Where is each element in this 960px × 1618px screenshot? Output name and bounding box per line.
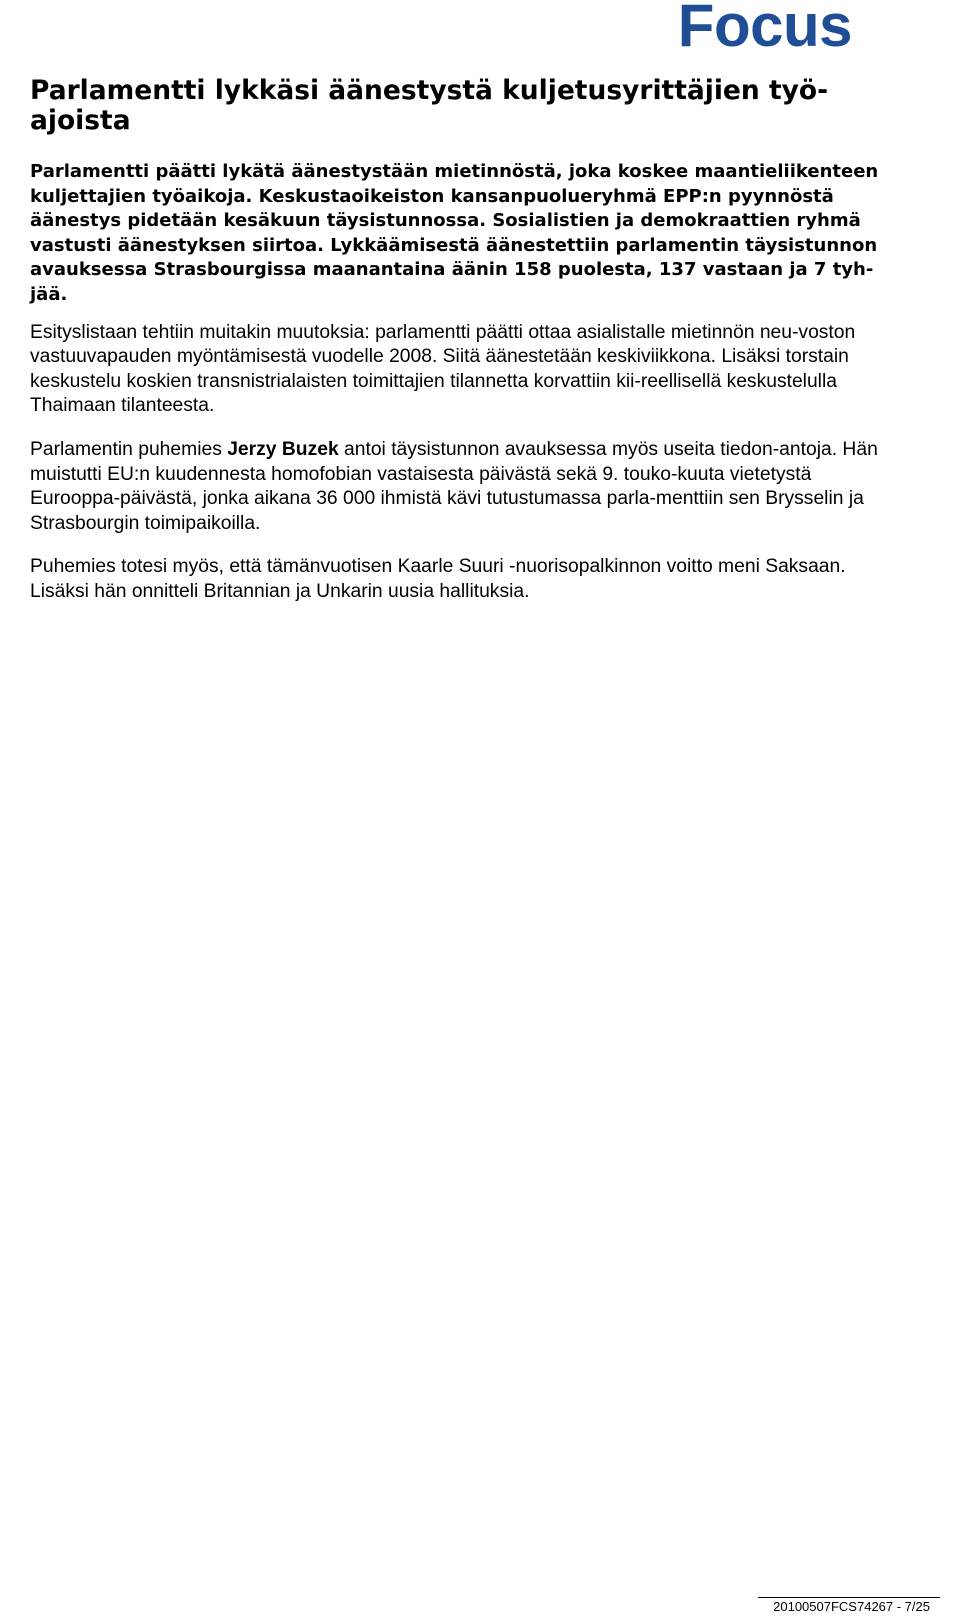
- president-intro-text: Parlamentin puhemies: [30, 438, 228, 460]
- president-name: Jerzy Buzek: [227, 438, 339, 460]
- footer-document-reference: 20100507FCS74267 - 7/25: [773, 1599, 930, 1614]
- article: [30, 76, 910, 624]
- article-lead-paragraph: Parlamentti päätti lykätä äänestystään mietinnöstä, joka koskee maantieliikenteen kuljettajien työaikoja. Keskustaoikeiston kansanpuolueryhmä EPP:n pyynnöstä äänestys pidetään kesäkuun täysistunnossa. Sosialistien ja demokraattien ryhmä vastusti äänestyksen siirtoa. Lykkäämisestä äänestettiin parlamentin täysistunnon avauksessa Strasbourgissa maanantaina äänin 158 puolesta, 137 vastaan ja 7 tyh-jää.: [30, 161, 879, 305]
- focus-brand-title: Focus: [677, 0, 852, 59]
- article-title: Parlamentti lykkäsi äänestystä kuljetusyrittäjien työ-ajoista: [30, 75, 829, 136]
- president-announcements-text: antoi täysistunnon avauksessa myös useita tiedon-antoja. Hän muistutti EU:n kuudennesta homofobian vastaisesta päivästä sekä 9. touko-kuuta vietetystä Eurooppa-päivästä, jonka aikana 36 000 ihmistä kävi tutustumassa parla-menttiin sen Brysselin ja Strasbourgin toimipaikoilla.: [30, 438, 878, 534]
- body-paragraph-president-announcements: [30, 438, 905, 536]
- footer-divider: [758, 1597, 940, 1598]
- body-paragraph-agenda-changes: Esityslistaan tehtiin muitakin muutoksia: parlamentti päätti ottaa asialistalle mietinnön neu-voston vastuuvapauden myöntämisestä vuodelle 2008. Siitä äänestetään keskiviikkona. Lisäksi torstain keskustelu koskien transnistrialaisten toimittajien tilannetta korvattiin kii-reellisellä keskustelulla Thaimaan tilanteesta.: [30, 321, 856, 417]
- body-paragraph-youth-prize: Puhemies totesi myös, että tämänvuotisen Kaarle Suuri -nuorisopalkinnon voitto meni Saksaan. Lisäksi hän onnitteli Britannian ja Unkarin uusia hallituksia.: [30, 556, 846, 602]
